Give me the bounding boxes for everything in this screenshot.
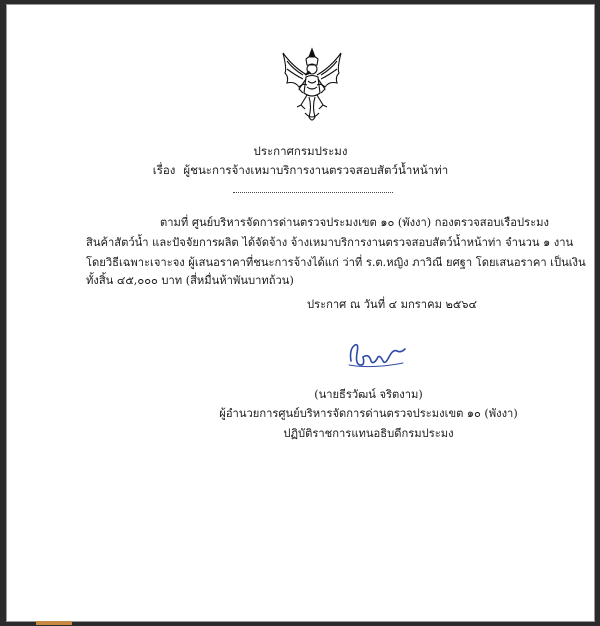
body-line-1: ตามที่ ศูนย์บริหารจัดการด่านตรวจประมงเขต ๑๐ (พังงา) กองตรวจสอบเรือประมง [160,216,549,229]
announcement-date: ประกาศ ณ วันที่ ๔ มกราคม ๒๕๖๔ [307,298,477,311]
subject-text: ผู้ชนะการจ้างเหมาบริการงานตรวจสอบสัตว์น้ำหน้าท่า [183,163,449,177]
body-line-3: โดยวิธีเฉพาะเจาะจง ผู้เสนอราคาที่ชนะการจ้างได้แก่ ว่าที่ ร.ต.หญิง ภาวิณี ยศฐา โดยเสนอราคา เป็นเงิน [86,256,586,269]
subject-line [7,162,594,180]
garuda-emblem-icon [279,47,345,125]
signatory-acting-for: ปฏิบัติราชการแทนอธิบดีกรมประมง [283,427,454,440]
signatory-name: (นายธีรวัฒน์ จริตงาม) [314,388,423,401]
body-line-4: ทั้งสิ้น ๔๕,๐๐๐ บาท (สี่หมื่นห้าพันบาทถ้วน) [86,274,294,287]
document-page [6,4,595,622]
announcement-heading [7,143,594,161]
dotted-divider [233,192,393,193]
page-corner-tab [36,621,72,625]
subject-label: เรื่อง [152,163,176,177]
handwritten-signature [343,339,409,373]
body-line-2: สินค้าสัตว์น้ำ และปัจจัยการผลิต ได้จัดจ้าง จ้างเหมาบริการงานตรวจสอบสัตว์น้ำหน้าท่า จำนวน ๑ งาน [86,236,574,249]
signatory-position: ผู้อำนวยการศูนย์บริหารจัดการด่านตรวจประมงเขต ๑๐ (พังงา) [219,407,518,420]
heading-text: ประกาศกรมประมง [253,144,348,158]
